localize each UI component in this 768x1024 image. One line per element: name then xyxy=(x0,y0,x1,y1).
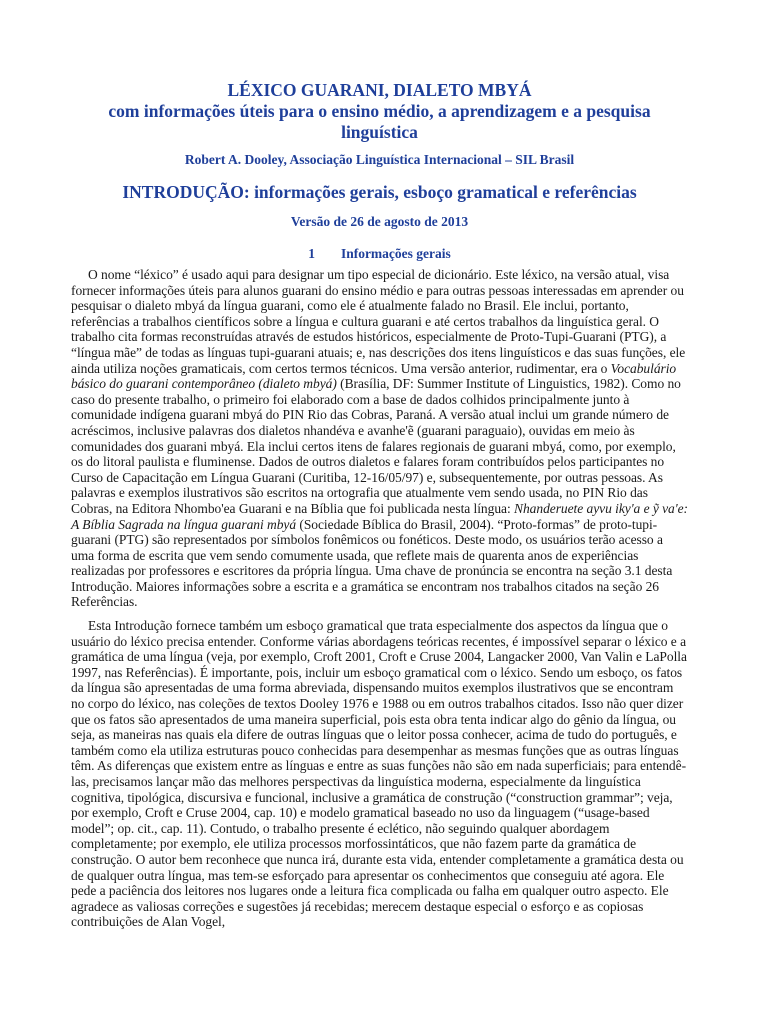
document-author: Robert A. Dooley, Associação Linguística Internacional – SIL Brasil xyxy=(184,152,575,167)
paragraph-1-part-2: (Brasília, DF: Summer Institute of Linguistics, 1982). Como no caso do presente trabalho, o primeiro foi elaborado com a base de dados colhidos principalmente junto à comunidade indígena guarani mbyá do PIN Rio das Cobras, Paraná. A versão atual inclui um grande número de acréscimos, inclusive palavras dos dialetos nhandéva e avanhe'ẽ (guarani paraguaio), ouvidas em meio às comunidades dos guarani mbyá. Ela inclui certos itens de falares regionais de guarani mbyá, como, por exemplo, os do litoral paulista e fluminense. Dados de outros dialetos e falares foram contribuídos pelos participantes no Curso de Capacitação em Língua Guarani (Curitiba, 12-16/05/97) e, subsequentemente, por outras pessoas. As palavras e exemplos ilustrativos são escritos na ortografia que atualmente vem sendo usada, no PIN Rio das Cobras, na Editora Nhombo'ea Guarani e na Bíblia que foi publicada nesta língua: xyxy=(71,376,681,516)
version-date: Versão de 26 de agosto de 2013 xyxy=(290,214,469,229)
paragraph-1 xyxy=(71,267,688,610)
section-1-heading xyxy=(71,245,688,263)
vocabulary-title-italic: Vocabulário básico do guarani contemporâneo (dialeto mbyá) xyxy=(71,360,677,392)
section-title: Informações gerais xyxy=(340,246,451,261)
paragraph-2: Esta Introdução fornece também um esboço gramatical que trata especialmente dos aspectos da língua que o usuário do léxico precisa entender. Conforme várias abordagens teóricas recentes, é impossível separar o léxico e a gramática de uma língua (veja, por exemplo, Croft 2001, Croft e Cruse 2004, Langacker 2000, Van Valin e LaPolla 1997, nas Referências). É importante, pois, incluir um esboço gramatical com o léxico. Sendo um esboço, os fatos da língua são apresentadas de uma forma abreviada, dispensando muitos exemplos ilustrativos que se encontram no corpo do léxico, nas coleções de textos Dooley 1976 e 1988 ou em outros trabalhos citados. Isso não quer dizer que os fatos são apresentados de uma maneira superficial, pois esta obra tenta indicar algo do gênio da língua, ou seja, as maneiras nas quais ela difere de outras línguas que o leitor possa conhecer, acima de tudo do português, e também como ela utiliza estruturas pouco conhecidas para desempenhar as mesmas funções que as outras línguas têm. As diferenças que existem entre as línguas e entre as suas funções não são em nada superficiais; para entendê-las, precisamos lançar mão das melhores perspectivas da linguística moderna, especialmente da linguística cognitiva, tipológica, discursiva e funcional, inclusive a gramática de construção (“construction grammar”; veja, por exemplo, Croft e Cruse 2004, cap. 10) e modelo gramatical baseado no uso da linguagem (“usage-based model”; op. cit., cap. 11). Contudo, o trabalho presente é eclético, não seguindo qualquer abordagem completamente; por exemplo, ele utiliza processos morfossintáticos, que não fazem parte da gramática de construção. O autor bem reconhece que nunca irá, durante esta vida, entender completamente a gramática desta ou de qualquer outra língua, mas tem-se esforçado para apresentar os conhecimentos que conseguiu até agora. Ele pede a paciência dos leitores nos lugares onde a leitura fica complicada ou falha em qualquer outro aspecto. Ele agradece as valiosas correções e sugestões já recebidas; merecem destaque especial o esforço e as copiosas contribuições de Alan Vogel, xyxy=(71,618,687,930)
document-title: LÉXICO GUARANI, DIALETO MBYÁ xyxy=(227,80,532,100)
paragraph-1-part-3: (Sociedade Bíblica do Brasil, 2004). “Proto-formas” de proto-tupi-guarani (PTG) são representados por símbolos fonêmicos ou fonéticos. Deste modo, os usuários terão acesso a uma forma de escrita que vem sendo comumente usada, que reflete mais de quarenta anos de experiências realizadas por professores e escritores da própria língua. Uma chave de pronúncia se encontra na seção 3.1 desta Introdução. Maiores informações sobre a escrita e a gramática se encontram nos trabalhos citados na seção 26 Referências. xyxy=(71,516,673,610)
bible-title-italic: Nhanderuete ayvu iky'a e ỹ va'e: A Bíblia Sagrada na língua guarani mbyá xyxy=(71,500,688,532)
section-number: 1 xyxy=(308,246,315,261)
introduction-heading: INTRODUÇÃO: informações gerais, esboço gramatical e referências xyxy=(122,182,637,202)
document-subtitle: com informações úteis para o ensino médio, a aprendizagem e a pesquisa linguística xyxy=(108,101,651,142)
paragraph-1-part-1: O nome “léxico” é usado aqui para designar um tipo especial de dicionário. Este léxico, na versão atual, visa fornecer informações úteis para alunos guarani do ensino médio e para outras pessoas interessadas em aprender ou pesquisar o dialeto mbyá da língua guarani, como ele é atualmente falado no Brasil. Ele inclui, portanto, referências a trabalhos científicos sobre a língua e cultura guarani e até certos trabalhos da linguística geral. O trabalho cita formas reconstruídas através de estudos históricos, especialmente de Proto-Tupi-Guarani (PTG), a “língua mãe” de todas as línguas tupi-guarani atuais; e, nas descrições dos itens linguísticos e das suas funções, ele ainda utiliza noções gramaticais, com certos termos técnicos. Uma versão anterior, rudimentar, era o xyxy=(71,267,686,376)
